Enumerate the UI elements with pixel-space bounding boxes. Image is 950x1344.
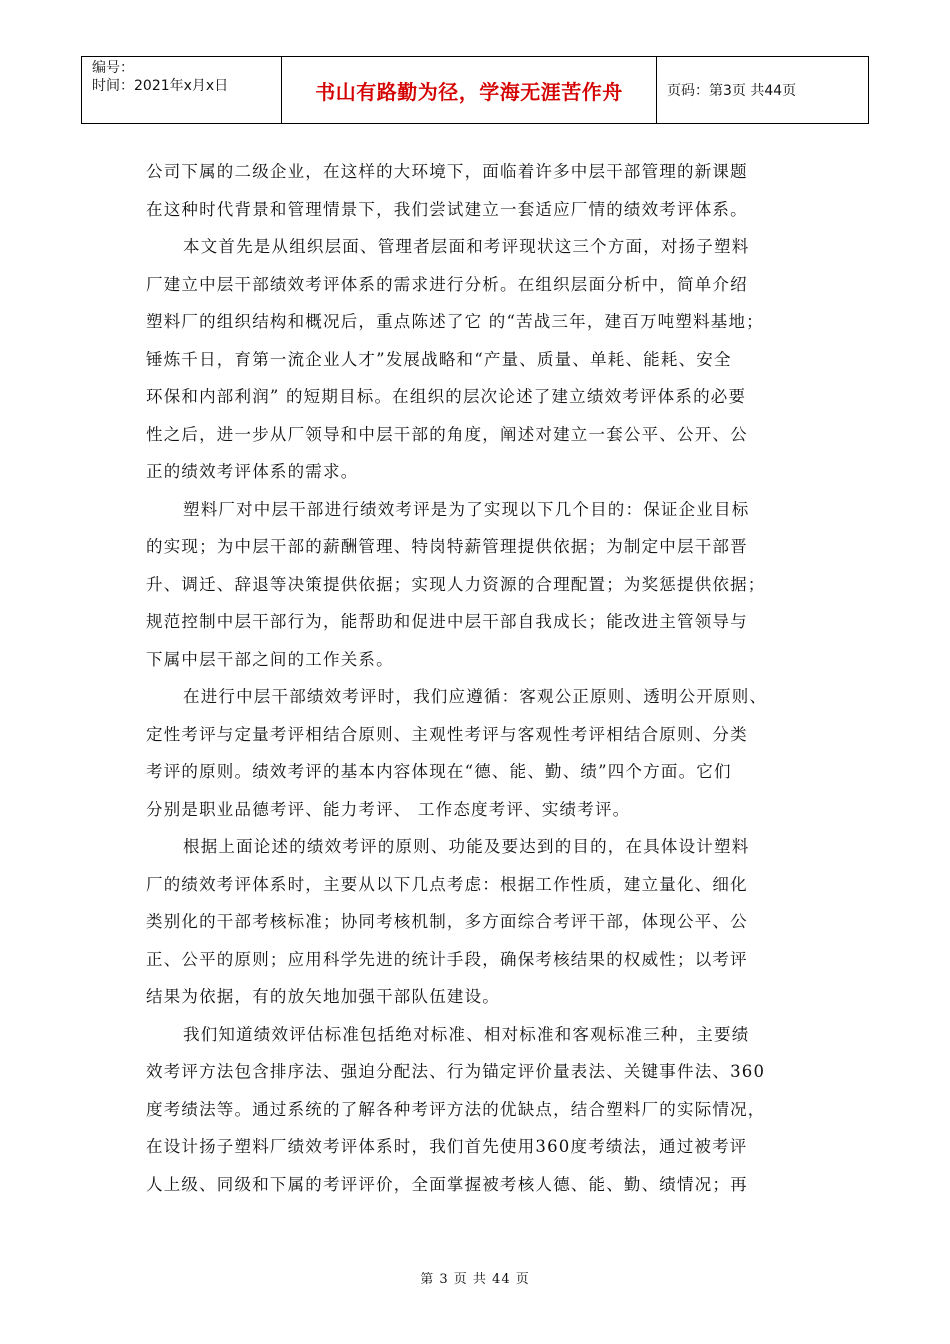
body-line: 性之后，进一步从厂领导和中层干部的角度，阐述对建立一套公平、公开、公 <box>146 425 748 444</box>
page-header <box>81 56 869 124</box>
body-line: 我们知道绩效评估标准包括绝对标准、相对标准和客观标准三种，主要绩 <box>183 1025 750 1044</box>
body-line: 考评的原则。绩效考评的基本内容体现在“德、能、勤、绩”四个方面。它们 <box>146 762 732 781</box>
body-line: 厂建立中层干部绩效考评体系的需求进行分析。在组织层面分析中，简单介绍 <box>146 275 748 294</box>
body-line: 升、调迁、辞退等决策提供依据；实现人力资源的合理配置；为奖惩提供依据； <box>146 575 766 594</box>
body-line: 正的绩效考评体系的需求。 <box>146 462 359 481</box>
number-label: 编号： <box>92 60 134 76</box>
body-line: 塑料厂对中层干部进行绩效考评是为了实现以下几个目的：保证企业目标 <box>183 500 750 519</box>
header-motto: 书山有路勤为径，学海无涯苦作舟 <box>282 57 657 123</box>
body-line: 根据上面论述的绩效考评的原则、功能及要达到的目的，在具体设计塑料 <box>183 837 750 856</box>
page-footer: 第 3 页 共 44 页 <box>420 1272 530 1287</box>
body-line: 在进行中层干部绩效考评时，我们应遵循：客观公正原则、透明公开原则、 <box>183 687 768 706</box>
body-line: 本文首先是从组织层面、管理者层面和考评现状这三个方面，对扬子塑料 <box>183 237 750 256</box>
body-line: 规范控制中层干部行为，能帮助和促进中层干部自我成长；能改进主管领导与 <box>146 612 748 631</box>
body-line: 效考评方法包含排序法、强迫分配法、行为锚定评价量表法、关键事件法、360 <box>146 1062 766 1081</box>
body-line: 公司下属的二级企业，在这样的大环境下，面临着许多中层干部管理的新课题 <box>146 162 748 181</box>
header-page-code: 页码：第3页 共44页 <box>667 83 797 99</box>
body-line: 环保和内部利润” 的短期目标。在组织的层次论述了建立绩效考评体系的必要 <box>146 387 747 406</box>
body-line: 厂的绩效考评体系时，主要从以下几点考虑：根据工作性质，建立量化、细化 <box>146 875 748 894</box>
body-line: 在这种时代背景和管理情景下，我们尝试建立一套适应厂情的绩效考评体系。 <box>146 200 748 219</box>
body-line: 人上级、同级和下属的考评评价，全面掌握被考核人德、能、勤、绩情况；再 <box>146 1175 748 1194</box>
body-line: 下属中层干部之间的工作关系。 <box>146 650 394 669</box>
body-line: 的实现；为中层干部的薪酬管理、特岗特薪管理提供依据；为制定中层干部晋 <box>146 537 748 556</box>
body-line: 在设计扬子塑料厂绩效考评体系时，我们首先使用360度考绩法，通过被考评 <box>146 1137 748 1156</box>
body-line: 定性考评与定量考评相结合原则、主观性考评与客观性考评相结合原则、分类 <box>146 725 748 744</box>
body-line: 分别是职业品德考评、能力考评、 工作态度考评、实绩考评。 <box>146 800 631 819</box>
header-meta <box>82 57 282 123</box>
body-line: 结果为依据，有的放矢地加强干部队伍建设。 <box>146 987 500 1006</box>
body-line: 度考绩法等。通过系统的了解各种考评方法的优缺点，结合塑料厂的实际情况， <box>146 1100 766 1119</box>
time-label: 时间：2021年x月x日 <box>92 78 229 94</box>
body-line: 塑料厂的组织结构和概况后，重点陈述了它 的“苦战三年，建百万吨塑料基地； <box>146 312 764 331</box>
body-line: 正、公平的原则；应用科学先进的统计手段，确保考核结果的权威性；以考评 <box>146 950 748 969</box>
body-line: 锤炼千日，育第一流企业人才”发展战略和“产量、质量、单耗、能耗、安全 <box>146 350 732 369</box>
body-line: 类别化的干部考核标准；协同考核机制，多方面综合考评干部，体现公平、公 <box>146 912 748 931</box>
